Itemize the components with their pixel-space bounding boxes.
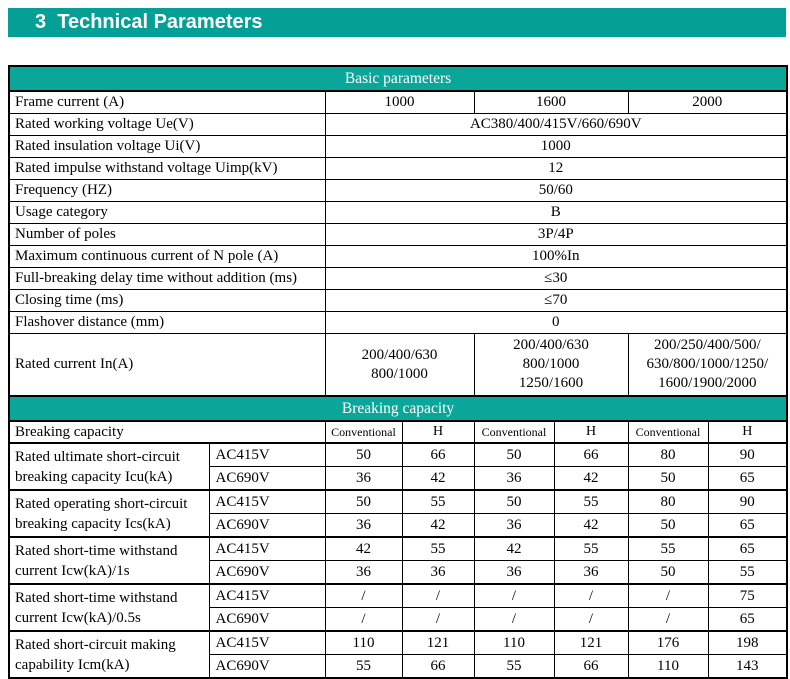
capacity-value: 50: [325, 443, 402, 467]
capacity-value: 55: [628, 537, 708, 561]
capacity-value: 42: [474, 537, 554, 561]
capacity-value: 110: [628, 655, 708, 679]
capacity-value: 121: [554, 631, 628, 655]
rated-current-line: 200/250/400/500/: [653, 337, 761, 353]
table-row: [9, 202, 787, 224]
capacity-value: 50: [628, 467, 708, 491]
param-label: Maximum continuous current of N pole (A): [9, 246, 325, 268]
breaking-capacity-band-label: Breaking capacity: [9, 396, 787, 421]
voltage-sub-label: AC415V: [209, 537, 325, 561]
breaking-capacity-row-label: Breaking capacity: [9, 421, 325, 443]
param-label: Rated working voltage Ue(V): [9, 114, 325, 136]
capacity-value: 110: [325, 631, 402, 655]
capacity-value: 110: [474, 631, 554, 655]
column-header: Conventional: [474, 421, 554, 443]
table-row: [9, 91, 787, 114]
table-row: [9, 224, 787, 246]
capacity-value: 42: [554, 514, 628, 538]
capacity-value: 36: [325, 514, 402, 538]
capacity-value: 50: [474, 490, 554, 514]
capacity-value: 36: [325, 467, 402, 491]
param-value: AC380/400/415V/660/690V: [325, 114, 787, 136]
param-value: 12: [325, 158, 787, 180]
param-label: Full-breaking delay time without addition (ms): [9, 268, 325, 290]
voltage-sub-label: AC690V: [209, 514, 325, 538]
param-value: 3P/4P: [325, 224, 787, 246]
capacity-value: 66: [554, 655, 628, 679]
capacity-value: 55: [708, 561, 787, 585]
capacity-value: 36: [554, 561, 628, 585]
voltage-sub-label: AC690V: [209, 467, 325, 491]
param-value: ≤70: [325, 290, 787, 312]
technical-parameters-table: [8, 65, 788, 679]
capacity-value: /: [325, 608, 402, 632]
table-row: [9, 158, 787, 180]
param-label: Rated impulse withstand voltage Uimp(kV): [9, 158, 325, 180]
capacity-value: 42: [402, 514, 474, 538]
capacity-value: 55: [554, 490, 628, 514]
rated-current-line: 800/1000: [522, 356, 580, 372]
voltage-sub-label: AC415V: [209, 490, 325, 514]
rated-current-value: [474, 334, 628, 397]
capacity-value: 75: [708, 584, 787, 608]
rated-current-value: [325, 334, 474, 397]
param-label: Frequency (HZ): [9, 180, 325, 202]
capacity-value: 50: [628, 561, 708, 585]
column-header: Conventional: [325, 421, 402, 443]
capacity-value: 80: [628, 443, 708, 467]
section-heading-banner: 3 Technical Parameters: [8, 8, 786, 37]
breaking-capacity-band: [9, 396, 787, 421]
table-row: [9, 180, 787, 202]
capacity-value: 66: [554, 443, 628, 467]
capacity-value: 66: [402, 655, 474, 679]
capacity-value: 198: [708, 631, 787, 655]
capacity-value: /: [402, 584, 474, 608]
capacity-value: /: [474, 584, 554, 608]
capacity-value: 50: [628, 514, 708, 538]
param-group-label: Rated operating short-circuit breaking capacity Ics(kA): [9, 490, 209, 537]
capacity-value: 36: [474, 514, 554, 538]
table-row: [9, 136, 787, 158]
capacity-value: 90: [708, 443, 787, 467]
rated-current-line: 1600/1900/2000: [658, 375, 757, 391]
column-header: H: [554, 421, 628, 443]
param-value: 50/60: [325, 180, 787, 202]
capacity-value: 55: [474, 655, 554, 679]
capacity-value: /: [402, 608, 474, 632]
table-row: [9, 114, 787, 136]
param-label: Frame current (A): [9, 91, 325, 114]
capacity-value: 36: [474, 561, 554, 585]
rated-current-line: 200/400/630: [361, 346, 438, 363]
table-row: [9, 290, 787, 312]
rated-current-value: [628, 334, 787, 397]
capacity-value: 42: [325, 537, 402, 561]
capacity-value: /: [554, 608, 628, 632]
voltage-sub-label: AC690V: [209, 655, 325, 679]
table-row: [9, 312, 787, 334]
param-group-label: Rated short-time withstand current Icw(kA)/0.5s: [9, 584, 209, 631]
capacity-value: 90: [708, 490, 787, 514]
frame-current-value: 2000: [628, 91, 787, 114]
capacity-value: 66: [402, 443, 474, 467]
column-header: Conventional: [628, 421, 708, 443]
rated-current-line: 1250/1600: [518, 375, 584, 391]
table-row: [9, 334, 787, 397]
capacity-value: 55: [402, 537, 474, 561]
voltage-sub-label: AC415V: [209, 631, 325, 655]
column-header: H: [402, 421, 474, 443]
voltage-sub-label: AC415V: [209, 584, 325, 608]
table-row: [9, 268, 787, 290]
param-label: Closing time (ms): [9, 290, 325, 312]
capacity-value: 65: [708, 537, 787, 561]
breaking-capacity-header-row: [9, 421, 787, 443]
capacity-value: /: [325, 584, 402, 608]
param-label: Flashover distance (mm): [9, 312, 325, 334]
rated-current-line: 800/1000: [371, 365, 428, 382]
param-group-label: Rated short-time withstand current Icw(kA)/1s: [9, 537, 209, 584]
table-row: [9, 246, 787, 268]
param-value: ≤30: [325, 268, 787, 290]
capacity-value: 55: [402, 490, 474, 514]
frame-current-value: 1600: [474, 91, 628, 114]
table-row: [9, 490, 787, 514]
param-group-label: Rated ultimate short-circuit breaking capacity Icu(kA): [9, 443, 209, 490]
table-row: [9, 631, 787, 655]
table-row: [9, 537, 787, 561]
capacity-value: 50: [474, 443, 554, 467]
param-group-label: Rated short-circuit making capability Icm(kA): [9, 631, 209, 678]
capacity-value: 65: [708, 467, 787, 491]
capacity-value: /: [474, 608, 554, 632]
capacity-value: 42: [402, 467, 474, 491]
table-row: [9, 584, 787, 608]
capacity-value: 36: [325, 561, 402, 585]
capacity-value: 36: [402, 561, 474, 585]
param-value: 1000: [325, 136, 787, 158]
capacity-value: 42: [554, 467, 628, 491]
param-label: Rated current In(A): [9, 334, 325, 397]
basic-parameters-band-label: Basic parameters: [9, 66, 787, 91]
param-value: 0: [325, 312, 787, 334]
rated-current-line: 630/800/1000/1250/: [646, 356, 769, 372]
capacity-value: 176: [628, 631, 708, 655]
capacity-value: 36: [474, 467, 554, 491]
param-label: Usage category: [9, 202, 325, 224]
capacity-value: /: [628, 608, 708, 632]
capacity-value: /: [554, 584, 628, 608]
voltage-sub-label: AC690V: [209, 561, 325, 585]
capacity-value: 55: [325, 655, 402, 679]
capacity-value: 65: [708, 514, 787, 538]
param-label: Number of poles: [9, 224, 325, 246]
frame-current-value: 1000: [325, 91, 474, 114]
capacity-value: 80: [628, 490, 708, 514]
table-row: [9, 443, 787, 467]
basic-parameters-band: [9, 66, 787, 91]
column-header: H: [708, 421, 787, 443]
voltage-sub-label: AC690V: [209, 608, 325, 632]
capacity-value: 143: [708, 655, 787, 679]
voltage-sub-label: AC415V: [209, 443, 325, 467]
capacity-value: 50: [325, 490, 402, 514]
capacity-value: 55: [554, 537, 628, 561]
rated-current-line: 200/400/630: [513, 337, 589, 353]
capacity-value: 65: [708, 608, 787, 632]
param-value: B: [325, 202, 787, 224]
capacity-value: 121: [402, 631, 474, 655]
param-label: Rated insulation voltage Ui(V): [9, 136, 325, 158]
capacity-value: /: [628, 584, 708, 608]
param-value: 100%In: [325, 246, 787, 268]
